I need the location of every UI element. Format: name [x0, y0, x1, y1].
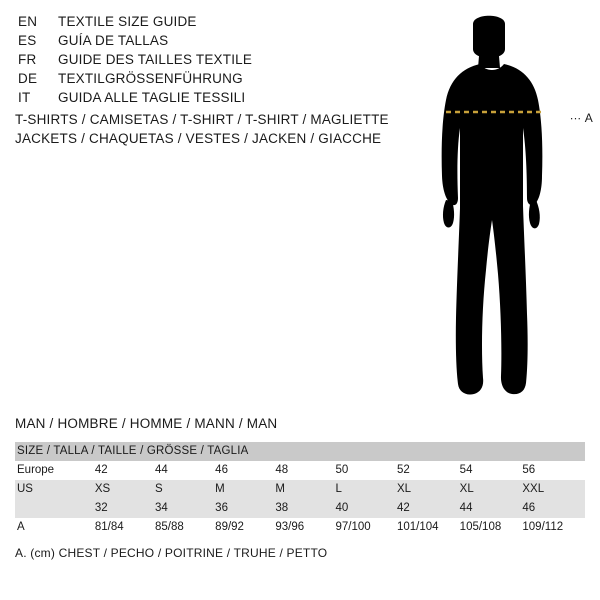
language-text: GUIDE DES TAILLES TEXTILE: [58, 52, 253, 67]
table-cell: L: [336, 480, 397, 499]
row-label-us-numeric: [15, 499, 95, 518]
table-cell: 54: [460, 461, 523, 480]
male-silhouette-icon: [410, 8, 600, 408]
table-cell: 97/100: [336, 518, 397, 537]
language-code: DE: [18, 71, 38, 86]
table-cell: XL: [460, 480, 523, 499]
table-cell: 89/92: [215, 518, 275, 537]
table-cell: 81/84: [95, 518, 155, 537]
row-label-a: A: [15, 518, 95, 537]
language-row: [18, 33, 378, 52]
language-code: ES: [18, 33, 37, 48]
language-guide-block: [18, 14, 378, 109]
table-cell: 44: [155, 461, 215, 480]
language-text: GUIDA ALLE TAGLIE TESSILI: [58, 90, 246, 105]
garment-type-jackets: JACKETS / CHAQUETAS / VESTES / JACKEN / GIACCHE: [15, 131, 382, 146]
table-cell: 44: [460, 499, 523, 518]
table-row: [15, 480, 585, 499]
measure-label-a: [570, 111, 593, 125]
table-footnote: A. (cm) CHEST / PECHO / POITRINE / TRUHE / PETTO: [15, 546, 328, 560]
table-cell: 101/104: [397, 518, 460, 537]
table-cell: 93/96: [275, 518, 335, 537]
table-cell: XS: [95, 480, 155, 499]
table-row: [15, 461, 585, 480]
table-cell: S: [155, 480, 215, 499]
body-figure: [410, 8, 600, 408]
table-cell: 32: [95, 499, 155, 518]
language-row: [18, 14, 378, 33]
table-row: [15, 499, 585, 518]
table-cell: 52: [397, 461, 460, 480]
language-code: EN: [18, 14, 38, 29]
table-cell: 40: [336, 499, 397, 518]
table-cell: 42: [95, 461, 155, 480]
size-table: [15, 442, 585, 537]
table-cell: 38: [275, 499, 335, 518]
table-cell: 48: [275, 461, 335, 480]
table-cell: 56: [522, 461, 585, 480]
measure-letter: A: [584, 111, 594, 125]
table-cell: XXL: [522, 480, 585, 499]
table-header-label: SIZE / TALLA / TAILLE / GRÖSSE / TAGLIA: [15, 442, 585, 461]
language-text: TEXTILGRÖSSENFÜHRUNG: [58, 71, 243, 86]
table-cell: 105/108: [460, 518, 523, 537]
language-row: [18, 71, 378, 90]
row-label-us: US: [15, 480, 95, 499]
row-label-europe: Europe: [15, 461, 95, 480]
table-cell: M: [275, 480, 335, 499]
table-cell: 46: [215, 461, 275, 480]
measure-dots: ∙∙∙: [570, 111, 582, 125]
table-cell: 50: [336, 461, 397, 480]
table-row: [15, 518, 585, 537]
language-code: IT: [18, 90, 31, 105]
table-cell: 36: [215, 499, 275, 518]
table-cell: 46: [522, 499, 585, 518]
garment-type-tshirts: T-SHIRTS / CAMISETAS / T-SHIRT / T-SHIRT / MAGLIETTE: [15, 112, 389, 127]
garment-type-block: [15, 110, 415, 148]
table-cell: 85/88: [155, 518, 215, 537]
language-text: GUÍA DE TALLAS: [58, 33, 169, 48]
table-cell: 42: [397, 499, 460, 518]
table-header-row: [15, 442, 585, 461]
table-cell: 34: [155, 499, 215, 518]
table-section-title: MAN / HOMBRE / HOMME / MANN / MAN: [15, 416, 278, 431]
table-cell: 109/112: [522, 518, 585, 537]
table-cell: M: [215, 480, 275, 499]
language-row: [18, 90, 378, 109]
table-cell: XL: [397, 480, 460, 499]
language-row: [18, 52, 378, 71]
language-text: TEXTILE SIZE GUIDE: [58, 14, 197, 29]
language-code: FR: [18, 52, 37, 67]
